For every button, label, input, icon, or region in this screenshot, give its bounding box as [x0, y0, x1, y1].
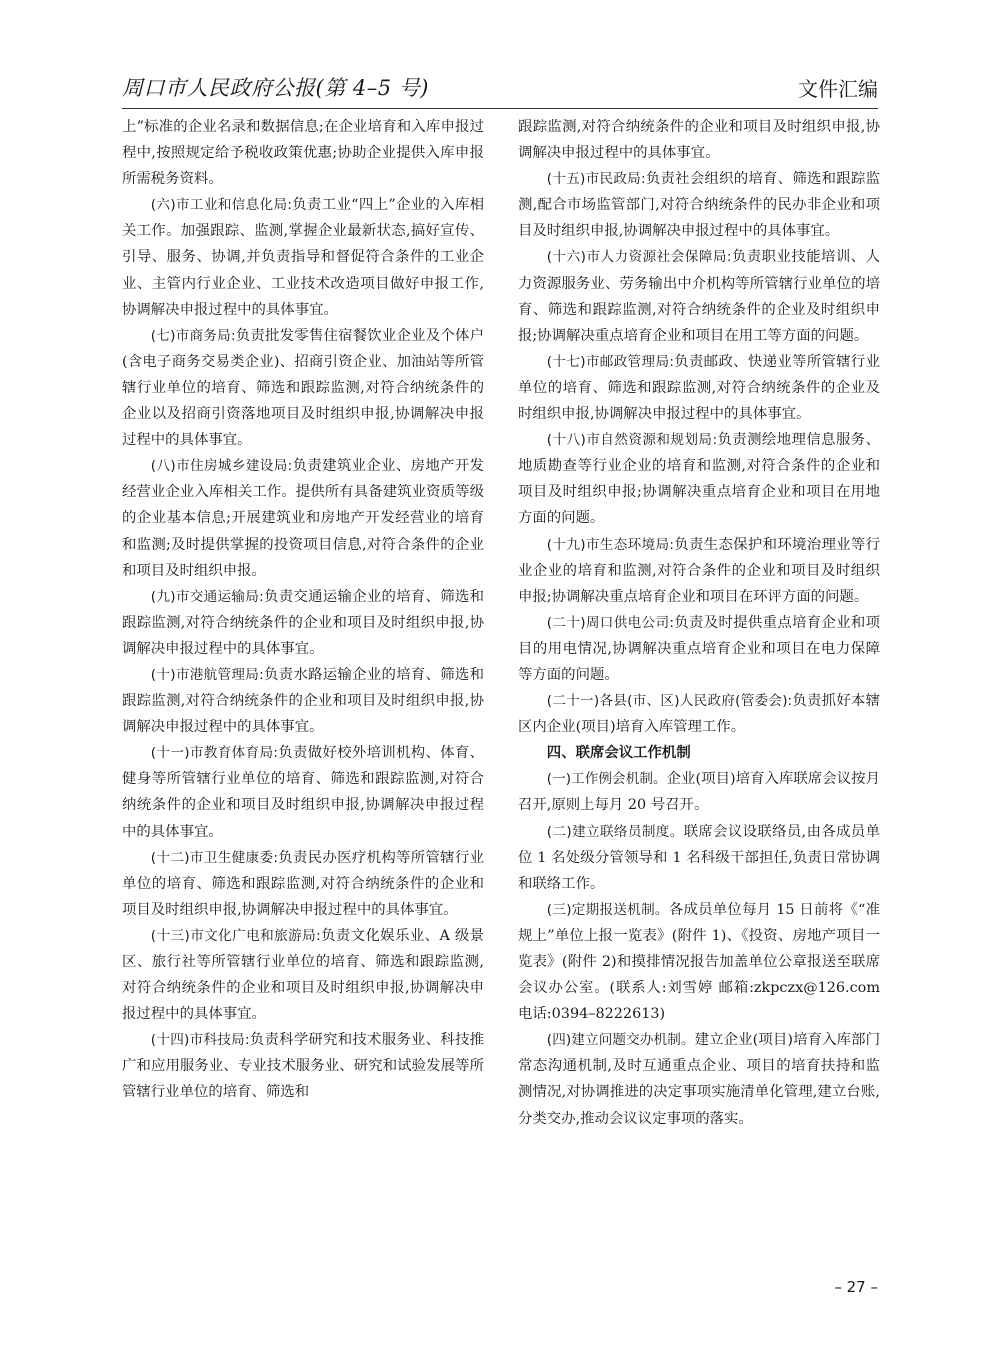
paragraph-lead: (十三)市文化广电和旅游局:: [150, 927, 321, 944]
paragraph: [518, 114, 880, 166]
paragraph-lead: (十四)市科技局:: [150, 1032, 250, 1049]
paragraph: [122, 453, 484, 583]
paragraph-text: 负责测绘地理信息服务、地质勘查等行业企业的培育和监测,对符合条件的企业和项目及时组织申报;协调解决重点培育企业和项目在用地方面的问题。: [518, 432, 880, 527]
right-column: [518, 114, 880, 1132]
paragraph-lead: (六)市工业和信息化局:: [150, 197, 292, 214]
paragraph: [518, 532, 880, 610]
paragraph: [518, 688, 880, 740]
paragraph-lead: (十二)市卫生健康委:: [150, 849, 278, 866]
paragraph: [122, 923, 484, 1027]
left-column: [122, 114, 484, 1106]
paragraph-lead: (二十)周口供电公司:: [546, 614, 674, 631]
paragraph-text: 负责生态保护和环境治理业等行业企业的培育和监测,对符合条件的企业和项目及时组织申报;协调解决重点培育企业和项目在环评方面的问题。: [518, 536, 880, 605]
paragraph-text: 负责科学研究和技术服务业、科技推广和应用服务业、专业技术服务业、研究和试验发展等所管辖行业单位的培育、筛选和: [122, 1032, 484, 1101]
paragraph: [122, 740, 484, 844]
paragraph: [518, 349, 880, 427]
paragraph-text: 负责文化娱乐业、A 级景区、旅行社等所管辖行业单位的培育、筛选和跟踪监测,对符合纳统条件的企业和项目及时组织申报,协调解决申报过程中的具体事宜。: [122, 927, 485, 1023]
paragraph: [518, 897, 880, 1027]
gazette-title: 周口市人民政府公报(第 4–5 号): [122, 76, 429, 100]
paragraph-lead: (八)市住房城乡建设局:: [150, 458, 293, 475]
paragraph: [122, 1027, 484, 1105]
paragraph-lead: (四)建立问题交办机制。: [546, 1032, 695, 1049]
running-header: [122, 72, 878, 109]
paragraph-lead: (九)市交通运输局:: [150, 588, 264, 605]
paragraph-lead: (十一)市教育体育局:: [150, 745, 278, 762]
paragraph-lead: (十)市港航管理局:: [150, 666, 264, 683]
paragraph: [518, 166, 880, 244]
paragraph-text: 企业(项目)培育入库联席会议按月召开,原则上每月 20 号召开。: [518, 771, 880, 814]
page-number: – 27 –: [834, 1278, 878, 1296]
paragraph-text: 上”标准的企业名录和数据信息;在企业培育和入库申报过程中,按照规定给予税收政策优惠;协助企业提供入库申报所需税务资料。: [122, 119, 484, 188]
paragraph-text: 建立企业(项目)培育入库部门常态沟通机制,及时互通重点企业、项目的培育扶持和监测情况,对协调推进的决定事项实施清单化管理,建立台账,分类交办,推动会议议定事项的落实。: [518, 1032, 880, 1127]
paragraph-text: 负责做好校外培训机构、体育、健身等所管辖行业单位的培育、筛选和跟踪监测,对符合纳统条件的企业和项目及时组织申报,协调解决申报过程中的具体事宜。: [122, 745, 484, 840]
paragraph-text: 跟踪监测,对符合纳统条件的企业和项目及时组织申报,协调解决申报过程中的具体事宜。: [518, 119, 880, 162]
paragraph-lead: (七)市商务局:: [150, 327, 236, 344]
paragraph: [122, 584, 484, 662]
paragraph: [122, 323, 484, 453]
paragraph-lead: (十七)市邮政管理局:: [546, 353, 674, 370]
paragraph-lead: (十九)市生态环境局:: [546, 536, 674, 553]
paragraph-lead: (一)工作例会机制。: [546, 771, 667, 788]
section-heading: [518, 740, 880, 766]
paragraph-lead: (十八)市自然资源和规划局:: [546, 432, 718, 449]
paragraph: [518, 427, 880, 531]
paragraph: [518, 610, 880, 688]
paragraph-text: 联席会议设联络员,由各成员单位 1 名处级分管领导和 1 名科级干部担任,负责日常协调和联络工作。: [518, 823, 880, 892]
paragraph: [518, 766, 880, 818]
paragraph-text: 负责工业“四上”企业的入库相关工作。加强跟踪、监测,掌握企业最新状态,搞好宣传、引导、服务、协调,并负责指导和督促符合条件的工业企业、主管内行业企业、工业技术改造项目做好申报工作,协调解决申报过程中的具体事宜。: [122, 197, 484, 318]
paragraph-text: 负责民办医疗机构等所管辖行业单位的培育、筛选和跟踪监测,对符合纳统条件的企业和项目及时组织申报,协调解决申报过程中的具体事宜。: [122, 849, 484, 918]
section-title: 文件汇编: [798, 77, 878, 101]
paragraph-text: 负责社会组织的培育、筛选和跟踪监测,配合市场监管部门,对符合纳统条件的民办非企业和项目及时组织申报,协调解决申报过程中的具体事宜。: [518, 171, 880, 240]
paragraph-lead: (十五)市民政局:: [546, 171, 646, 188]
paragraph-text: 负责邮政、快递业等所管辖行业单位的培育、筛选和跟踪监测,对符合纳统条件的企业及时组织申报,协调解决申报过程中的具体事宜。: [518, 353, 880, 423]
paragraph-lead: (二)建立联络员制度。: [546, 823, 684, 840]
section-heading-text: 四、联席会议工作机制: [546, 745, 691, 762]
paragraph: [518, 244, 880, 348]
paragraph-text: 负责及时提供重点培育企业和项目的用电情况,协调解决重点培育企业和项目在电力保障等方面的问题。: [518, 614, 880, 683]
paragraph: [518, 819, 880, 897]
paragraph-text: 负责建筑业企业、房地产开发经营业企业入库相关工作。提供所有具备建筑业资质等级的企业基本信息;开展建筑业和房地产开发经营业的培育和监测;及时提供掌握的投资项目信息,对符合条件的企业和项目及时组织申报。: [122, 458, 484, 579]
paragraph-lead: (十六)市人力资源社会保障局:: [546, 249, 732, 266]
paragraph-text: 负责抓好本辖区内企业(项目)培育入库管理工作。: [518, 693, 880, 736]
paragraph: [518, 1027, 880, 1131]
paragraph-text: 负责职业技能培训、人力资源服务业、劳务输出中介机构等所管辖行业单位的培育、筛选和跟踪监测,对符合纳统条件的企业及时组织申报;协调解决重点培育企业和项目在用工等方面的问题。: [518, 249, 880, 344]
paragraph-text: 负责水路运输企业的培育、筛选和跟踪监测,对符合纳统条件的企业和项目及时组织申报,协调解决申报过程中的具体事宜。: [122, 666, 484, 736]
paragraph-text: 负责批发零售住宿餐饮业企业及个体户(含电子商务交易类企业)、招商引资企业、加油站等所管辖行业单位的培育、筛选和跟踪监测,对符合纳统条件的企业以及招商引资落地项目及时组织申报,协调解决申报过程中的具体事宜。: [122, 327, 484, 449]
paragraph: [122, 845, 484, 923]
paragraph-lead: (二十一)各县(市、区)人民政府(管委会):: [546, 693, 793, 710]
paragraph-text: 负责交通运输企业的培育、筛选和跟踪监测,对符合纳统条件的企业和项目及时组织申报,协调解决申报过程中的具体事宜。: [122, 588, 484, 657]
paragraph: [122, 192, 484, 322]
paragraph-lead: (三)定期报送机制。: [546, 901, 669, 918]
paragraph-text: 各成员单位每月 15 日前将《“准规上”单位上报一览表》(附件 1)、《投资、房地产项目一览表》(附件 2)和摸排情况报告加盖单位公章报送至联席会议办公室。(联系人:刘雪婷 邮箱:zkpczx@126.com 电话:0394–8222613): [518, 901, 880, 1023]
paragraph: [122, 662, 484, 740]
paragraph: [122, 114, 484, 192]
